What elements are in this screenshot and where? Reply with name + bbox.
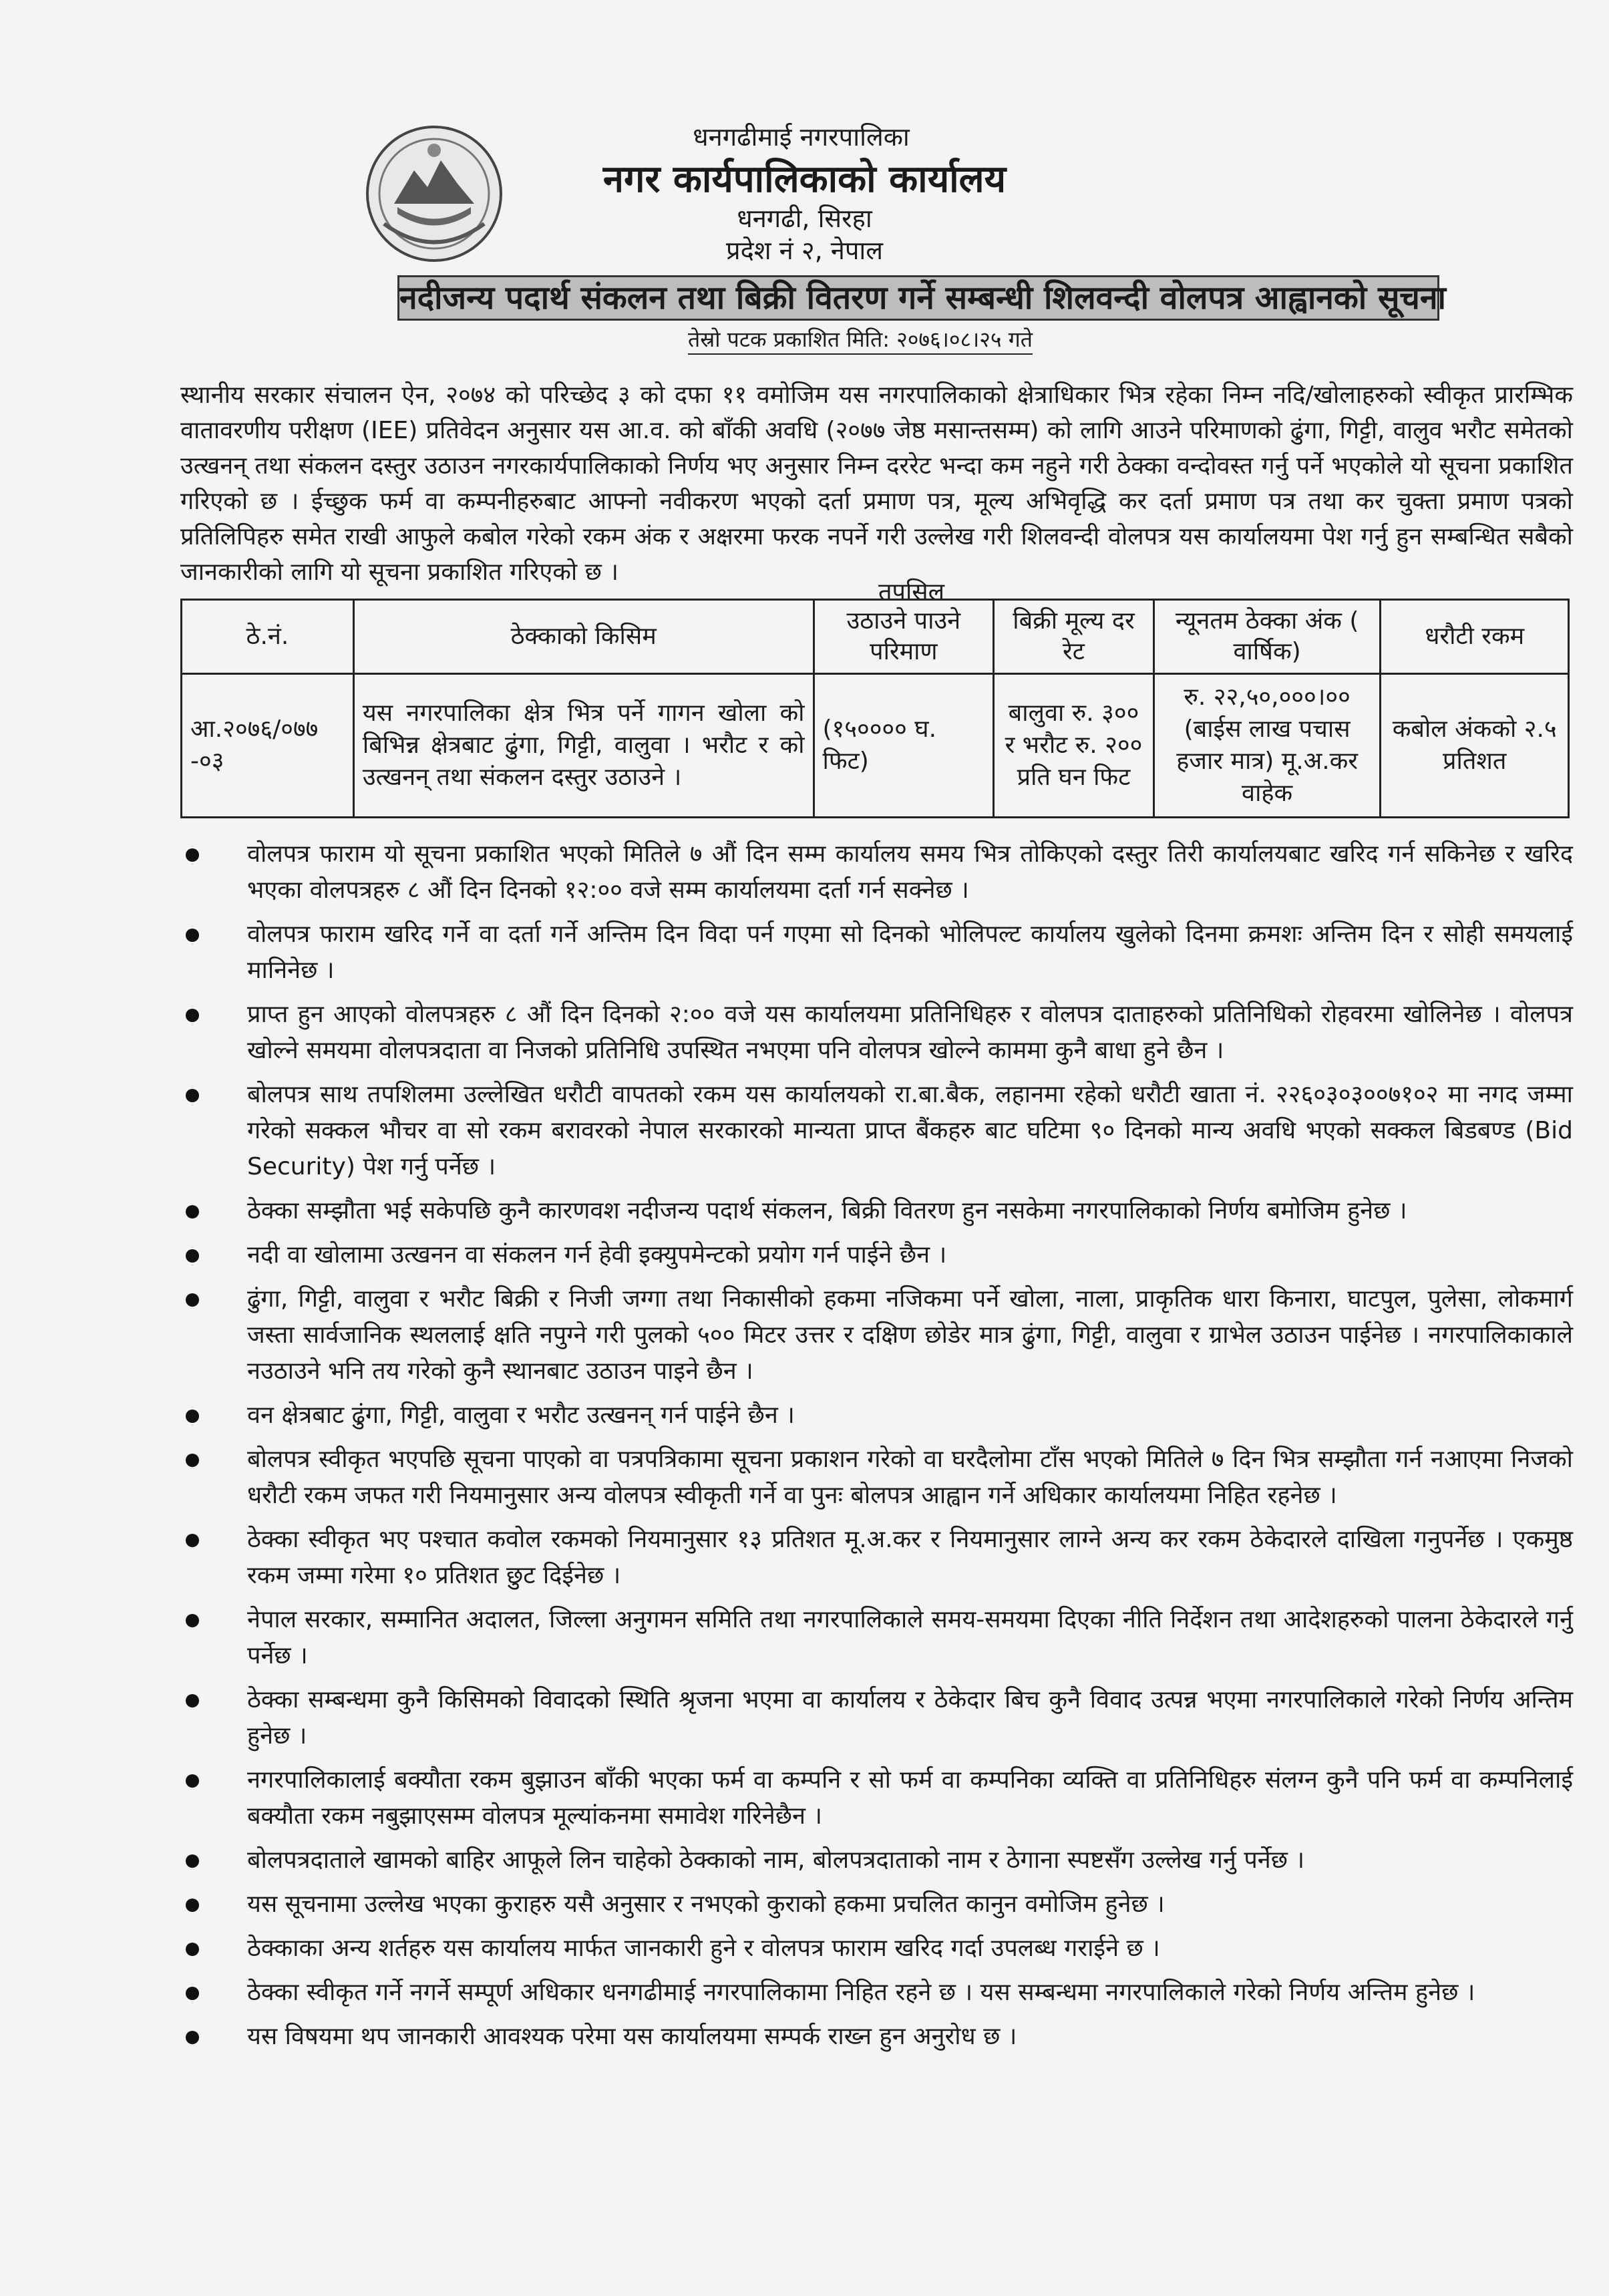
list-item-text: बोलपत्रदाताले खामको बाहिर आफूले लिन चाहेको ठेक्काको नाम, बोलपत्रदाताको नाम र ठेगाना स्पष्टसँग उल्लेख गर्नु पर्नेछ । (247, 1846, 1305, 1874)
col-header-rate: बिक्री मूल्य दर रेट (994, 600, 1154, 674)
cell-contract-type: यस नगरपालिका क्षेत्र भित्र पर्ने गागन खोला को बिभिन्न क्षेत्रबाट ढुंगा, गिट्टी, वालुवा । भरौट र को उत्खनन् तथा संकलन दस्तुर उठाउने । (353, 674, 814, 818)
bullet-icon (186, 1694, 199, 1707)
bullet-icon (186, 1854, 199, 1868)
bullet-icon (186, 1249, 199, 1263)
conditions-list (180, 836, 1573, 2063)
list-item (180, 917, 1573, 989)
table-caption: तपसिल (878, 579, 945, 606)
bullet-icon (186, 1205, 199, 1218)
bullet-icon (186, 1089, 199, 1102)
cell-rate: बालुवा रु. ३०० र भरौट रु. २०० प्रति घन फिट (994, 674, 1154, 818)
list-item (180, 1077, 1573, 1185)
office-name: नगर कार्यपालिकाको कार्यालय (602, 158, 1007, 201)
list-item-text: ठेक्का स्वीकृत गर्ने नगर्ने सम्पूर्ण अधिकार धनगढीमाई नगरपालिकामा निहित रहने छ । यस सम्बन्धमा नगरपालिकाले गरेको निर्णय अन्तिम हुनेछ । (247, 1979, 1475, 2006)
intro-paragraph: स्थानीय सरकार संचालन ऐन, २०७४ को परिच्छेद ३ को दफा ११ वमोजिम यस नगरपालिकाको क्षेत्राधिकार भित्र रहेका निम्न नदि/खोलाहरुको स्वीकृत प्रारम्भिक वातावरणीय परीक्षण (IEE) प्रतिवेदन अनुसार यस आ.व. को बाँकी अवधि (२०७७ जेष्ठ मसान्तसम्म) को लागि आउने परिमाणको ढुंगा, गिट्टी, वालुव भरौट समेतको उत्खनन् तथा संकलन दस्तुर उठाउन नगरकार्यपालिकाको निर्णय भए अनुसार निम्न दररेट भन्दा कम नहुने गरी ठेक्का वन्दोवस्त गर्नु पर्ने भएकोले यो सूचना प्रकाशित गरिएको छ । ईच्छुक फर्म वा कम्पनीहरुबाट आफ्नो नवीकरण भएको दर्ता प्रमाण पत्र, मूल्य अभिवृद्धि कर दर्ता प्रमाण पत्र तथा कर चुक्ता प्रमाण पत्रको प्रतिलिपिहरु समेत राखी आफुले कबोल गरेको रकम अंक र अक्षरमा फरक नपर्ने गरी उल्लेख गरी शिलवन्दी वोलपत्र यस कार्यालयमा पेश गर्नु हुन सम्बन्धित सबैको जानकारीको लागि यो सूचना प्रकाशित गरिएको छ । (180, 381, 1573, 586)
list-item (180, 1281, 1573, 1389)
bullet-icon (186, 1009, 199, 1022)
list-item (180, 1682, 1573, 1754)
list-item (180, 1887, 1573, 1923)
col-header-contract-type: ठेक्काको किसिम (353, 600, 814, 674)
list-item-text: वन क्षेत्रबाट ढुंगा, गिट्टी, वालुवा र भरौट उत्खनन् गर्न पाईने छैन । (247, 1402, 795, 1429)
bullet-icon (186, 1774, 199, 1788)
cell-min-amount: रु. २२,५०,०००।०० (बाईस लाख पचास हजार मात्र) मू.अ.कर वाहेक (1153, 674, 1381, 818)
list-item-text: बोलपत्र स्वीकृत भएपछि सूचना पाएको वा पत्रपत्रिकामा सूचना प्रकाशन गरेको वा घरदैलोमा टाँस भएको मितिले ७ दिन भित्र सम्झौता गर्न नआएमा निजको धरौटी रकम जफत गरी नियमानुसार अन्य वोलपत्र स्वीकृती गर्ने वा पुनः बोलपत्र आह्वान गर्ने अधिकार कार्यालयमा निहित रहनेछ । (247, 1446, 1573, 1509)
bullet-icon (186, 929, 199, 942)
list-item (180, 1237, 1573, 1273)
publication-date: तेस्रो पटक प्रकाशित मिति: २०७६।०८।२५ गते (688, 325, 1033, 355)
address-line-2: प्रदेश नं २, नेपाल (725, 236, 884, 265)
list-item-text: ठेक्का स्वीकृत भए पश्चात कवोल रकमको नियमानुसार १३ प्रतिशत मू.अ.कर र नियमानुसार लाग्ने अन्य कर रकम ठेकेदारले दाखिला गनुपर्नेछ । एकमुष्ठ रकम जम्मा गरेमा १० प्रतिशत छुट दिईनेछ । (247, 1526, 1573, 1589)
bullet-icon (186, 1987, 199, 2000)
cell-deposit: कबोल अंकको २.५ प्रतिशत (1381, 674, 1569, 818)
cell-quantity: (१५०००० घ. फिट) (814, 674, 994, 818)
contract-schedule-table (180, 599, 1570, 818)
bullet-icon (186, 1614, 199, 1627)
list-item-text: यस विषयमा थप जानकारी आवश्यक परेमा यस कार्यालयमा सम्पर्क राख्न हुन अनुरोध छ । (247, 2023, 1017, 2050)
list-item-text: बोलपत्र साथ तपशिलमा उल्लेखित धरौटी वापतको रकम यस कार्यालयको रा.बा.बैक, लहानमा रहेको धरौटी खाता नं. २२६०३०३००७१०२ मा नगद जम्मा गरेको सक्कल भौचर वा सो रकम बरावरको नेपाल सरकारको मान्यता प्राप्त बैंकहरु बाट घटिमा ९० दिनको मान्य अवधि भएको सक्कल बिडबण्ड (Bid Security) पेश गर्नु पर्नेछ । (247, 1081, 1573, 1180)
bullet-icon (186, 2031, 199, 2044)
list-item (180, 1842, 1573, 1878)
bullet-icon (186, 848, 199, 862)
bullet-icon (186, 1410, 199, 1423)
cell-contract-no: आ.२०७६/०७७ -०३ (182, 674, 354, 818)
list-item (180, 836, 1573, 909)
list-item-text: ढुंगा, गिट्टी, वालुवा र भरौट बिक्री र निजी जग्गा तथा निकासीको हकमा नजिकमा पर्ने खोला, नाला, प्राकृतिक धारा किनारा, घाटपुल, पुलेसा, लोकमार्ग जस्ता सार्वजानिक स्थललाई क्षति नपुग्ने गरी पुलको ५०० मिटर उत्तर र दक्षिण छोडेर मात्र ढुंगा, गिट्टी, वालुवा र ग्राभेल उठाउन पाईनेछ । नगरपालिकाकाले नउठाउने भनि तय गरेको कुनै स्थानबाट उठाउन पाइने छैन । (247, 1285, 1573, 1385)
bullet-icon (186, 1534, 199, 1547)
notice-title: नदीजन्य पदार्थ संकलन तथा बिक्री वितरण गर्ने सम्बन्धी शिलवन्दी वोलपत्र आह्वानको सूचना (397, 275, 1439, 321)
bullet-icon (186, 1293, 199, 1307)
list-item-text: प्राप्त हुन आएको वोलपत्रहरु ८ औं दिन दिनको २:०० वजे यस कार्यालयमा प्रतिनिधिहरु र वोलपत्र दाताहरुको प्रतिनिधिको रोहवरमा खोलिनेछ । वोलपत्र खोल्ने समयमा वोलपत्रदाता वा निजको प्रतिनिधि उपस्थित नभएमा पनि वोलपत्र खोल्ने काममा कुनै बाधा हुने छैन । (247, 1001, 1573, 1064)
table-row (182, 674, 1569, 818)
list-item-text: वोलपत्र फाराम यो सूचना प्रकाशित भएको मितिले ७ औं दिन सम्म कार्यालय समय भित्र तोकिएको दस्तुर तिरी कार्यालयबाट खरिद गर्न सकिनेछ र खरिद भएका वोलपत्रहरु ८ औं दिन दिनको १२:०० वजे सम्म कार्यालयमा दर्ता गर्न सक्नेछ । (247, 840, 1573, 904)
list-item (180, 1398, 1573, 1434)
list-item (180, 997, 1573, 1069)
municipality-name: धनगढीमाई नगरपालिका (693, 122, 910, 152)
col-header-min-amount: न्यूनतम ठेक्का अंक ( वार्षिक) (1153, 600, 1381, 674)
list-item (180, 1193, 1573, 1229)
list-item-text: ठेक्का सम्बन्धमा कुनै किसिमको विवादको स्थिति श्रृजना भएमा वा कार्यालय र ठेकेदार बिच कुनै विवाद उत्पन्न भएमा नगरपालिकाले गरेको निर्णय अन्तिम हुनेछ । (247, 1686, 1573, 1750)
list-item (180, 1931, 1573, 1967)
bullet-icon (186, 1943, 199, 1956)
list-item-text: वोलपत्र फाराम खरिद गर्ने वा दर्ता गर्ने अन्तिम दिन विदा पर्न गएमा सो दिनको भोलिपल्ट कार्यालय खुलेको दिनमा क्रमशः अन्तिम दिन र सोही समयलाई मानिनेछ । (247, 921, 1573, 984)
list-item (180, 1522, 1573, 1594)
list-item (180, 1442, 1573, 1514)
list-item-text: नगरपालिकालाई बक्यौता रकम बुझाउन बाँकी भएका फर्म वा कम्पनि र सो फर्म वा कम्पनिका व्यक्ति वा प्रतिनिधिहरु संलग्न कुनै पनि फर्म वा कम्पनिलाई बक्यौता रकम नबुझाएसम्म वोलपत्र मूल्यांकनमा समावेश गरिनेछैन । (247, 1766, 1573, 1830)
bullet-icon (186, 1454, 199, 1467)
address-line-1: धनगढी, सिरहा (737, 204, 872, 233)
col-header-deposit: धरौटी रकम (1381, 600, 1569, 674)
list-item (180, 1602, 1573, 1674)
list-item-text: नेपाल सरकार, सम्मानित अदालत, जिल्ला अनुगमन समिति तथा नगरपालिकाले समय-समयमा दिएका नीति निर्देशन तथा आदेशहरुको पालना ठेकेदारले गर्नु पर्नेछ । (247, 1606, 1573, 1669)
list-item (180, 2019, 1573, 2055)
bullet-icon (186, 1899, 199, 1912)
table-header-row (182, 600, 1569, 674)
list-item-text: ठेक्काका अन्य शर्तहरु यस कार्यालय मार्फत जानकारी हुने र वोलपत्र फाराम खरिद गर्दा उपलब्ध गराईने छ । (247, 1935, 1160, 1962)
list-item (180, 1975, 1573, 2011)
list-item (180, 1762, 1573, 1834)
col-header-contract-no: ठे.नं. (182, 600, 354, 674)
col-header-quantity: उठाउने पाउने परिमाण (814, 600, 994, 674)
list-item-text: ठेक्का सम्झौता भई सकेपछि कुनै कारणवश नदीजन्य पदार्थ संकलन, बिक्री वितरण हुन नसकेमा नगरपालिकाको निर्णय बमोजिम हुनेछ । (247, 1197, 1407, 1224)
list-item-text: नदी वा खोलामा उत्खनन वा संकलन गर्न हेवी इक्युपमेन्टको प्रयोग गर्न पाईने छैन । (247, 1241, 947, 1269)
list-item-text: यस सूचनामा उल्लेख भएका कुराहरु यसै अनुसार र नभएको कुराको हकमा प्रचलित कानुन वमोजिम हुनेछ । (247, 1891, 1165, 1918)
